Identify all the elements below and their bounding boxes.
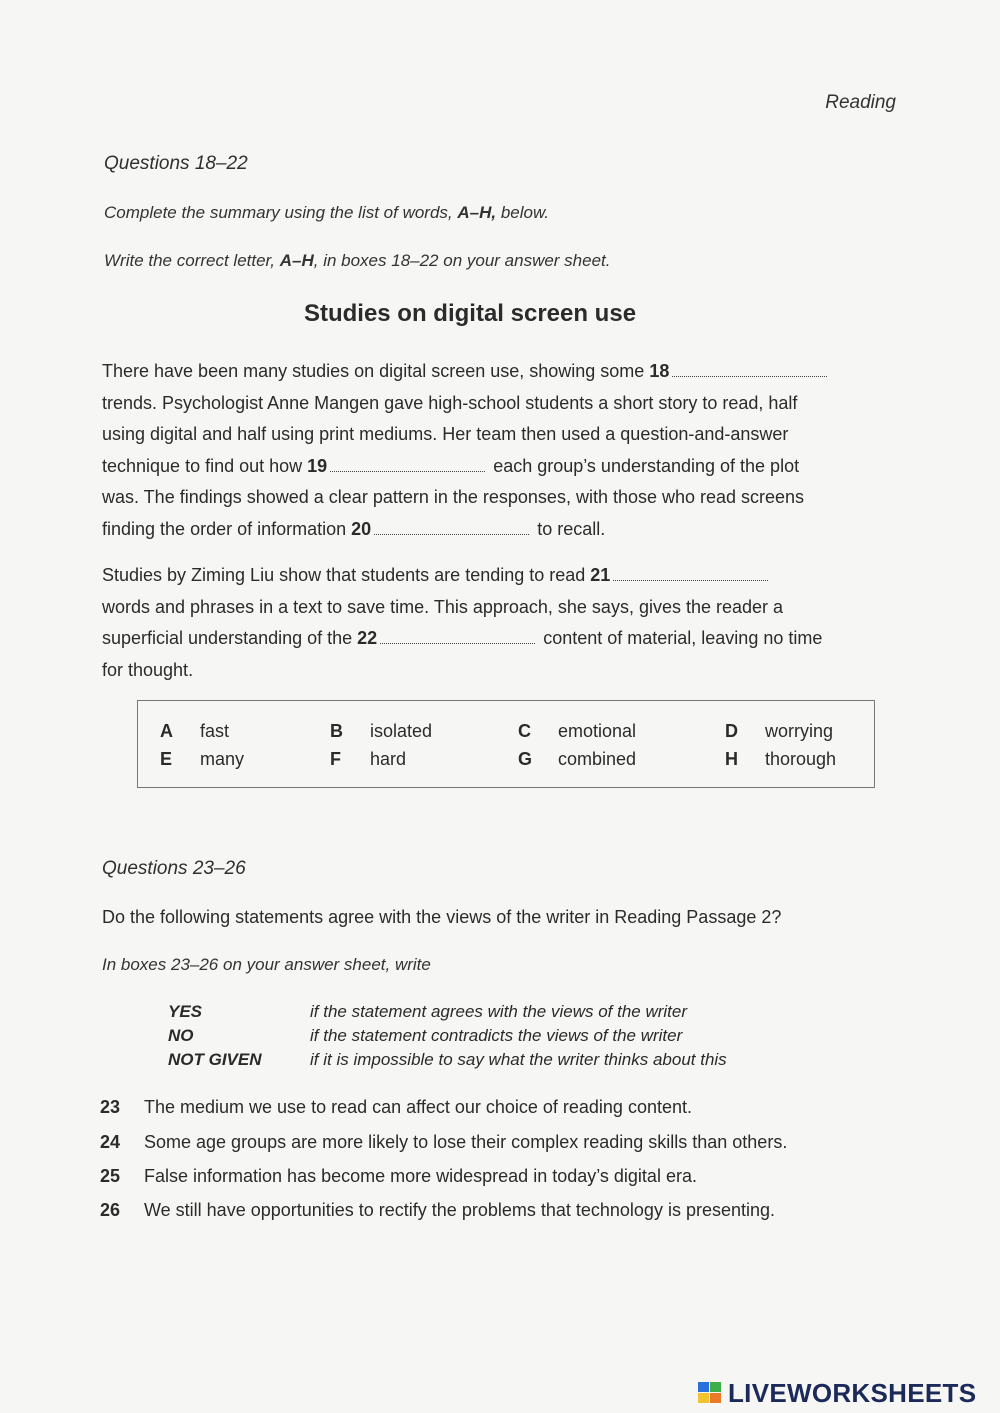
option-c: C emotional xyxy=(518,721,637,741)
gap-20-blank[interactable] xyxy=(374,522,529,535)
statement-26: 26 We still have opportunities to rectify the problems that technology is presenting. xyxy=(100,1200,776,1220)
option-e: E many xyxy=(160,749,245,769)
page-header-section: Reading xyxy=(825,92,896,113)
summary-paragraph-1: There have been many studies on digital screen use, showing some 18 trends. Psychologist Anne Mangen gave high-school students a short story to read, half using digital and half using print mediums. Her team then used a question-and-answer technique to find out how 19 each group’s understanding of the plot was. The findings showed a clear pattern in the responses, with those who read screens finding the order of information 20 to recall. xyxy=(102,356,902,545)
key-no: NO if the statement contradicts the views of the writer xyxy=(168,1026,683,1045)
instruction-complete-summary: Complete the summary using the list of words, A–H, below. xyxy=(104,203,550,222)
gap-18-blank[interactable] xyxy=(672,364,827,377)
liveworksheets-logo-icon xyxy=(698,1381,724,1405)
questions-23-26-heading: Questions 23–26 xyxy=(102,858,246,879)
gap-22-number: 22 xyxy=(357,628,378,648)
instruction-agree-views: Do the following statements agree with the views of the writer in Reading Passage 2? xyxy=(102,907,782,927)
statement-24: 24 Some age groups are more likely to lose their complex reading skills than others. xyxy=(100,1132,788,1152)
option-f: F hard xyxy=(330,749,407,769)
gap-19-blank[interactable] xyxy=(330,459,485,472)
gap-18-number: 18 xyxy=(649,361,670,381)
option-h: H thorough xyxy=(725,749,837,769)
statement-25: 25 False information has become more widespread in today’s digital era. xyxy=(100,1166,697,1186)
option-a: A fast xyxy=(160,721,230,741)
liveworksheets-logo-text: LIVEWORKSHEETS xyxy=(728,1377,977,1408)
option-d: D worrying xyxy=(725,721,834,741)
gap-22-blank[interactable] xyxy=(380,631,535,644)
option-b: B isolated xyxy=(330,721,433,741)
instruction-write-letter: Write the correct letter, A–H, in boxes 18–22 on your answer sheet. xyxy=(104,251,611,270)
key-not-given: NOT GIVEN if it is impossible to say what the writer thinks about this xyxy=(168,1050,727,1069)
summary-paragraph-2: Studies by Ziming Liu show that students are tending to read 21 words and phrases in a text to save time. This approach, she says, gives the reader a superficial understanding of the 22 content of material, leaving no time for thought. xyxy=(102,565,823,680)
word-list-box xyxy=(137,700,875,788)
liveworksheets-logo[interactable] xyxy=(698,1378,976,1408)
questions-18-22-heading: Questions 18–22 xyxy=(104,153,248,174)
gap-19-number: 19 xyxy=(307,455,328,476)
key-yes: YES if the statement agrees with the views of the writer xyxy=(168,1002,688,1021)
option-g: G combined xyxy=(518,749,637,769)
gap-20-number: 20 xyxy=(351,518,372,539)
statement-23: 23 The medium we use to read can affect our choice of reading content. xyxy=(100,1097,692,1117)
summary-title: Studies on digital screen use xyxy=(303,300,637,327)
instruction-boxes-write: In boxes 23–26 on your answer sheet, write xyxy=(102,955,431,974)
gap-21-number: 21 xyxy=(590,565,611,585)
gap-21-blank[interactable] xyxy=(613,568,768,581)
